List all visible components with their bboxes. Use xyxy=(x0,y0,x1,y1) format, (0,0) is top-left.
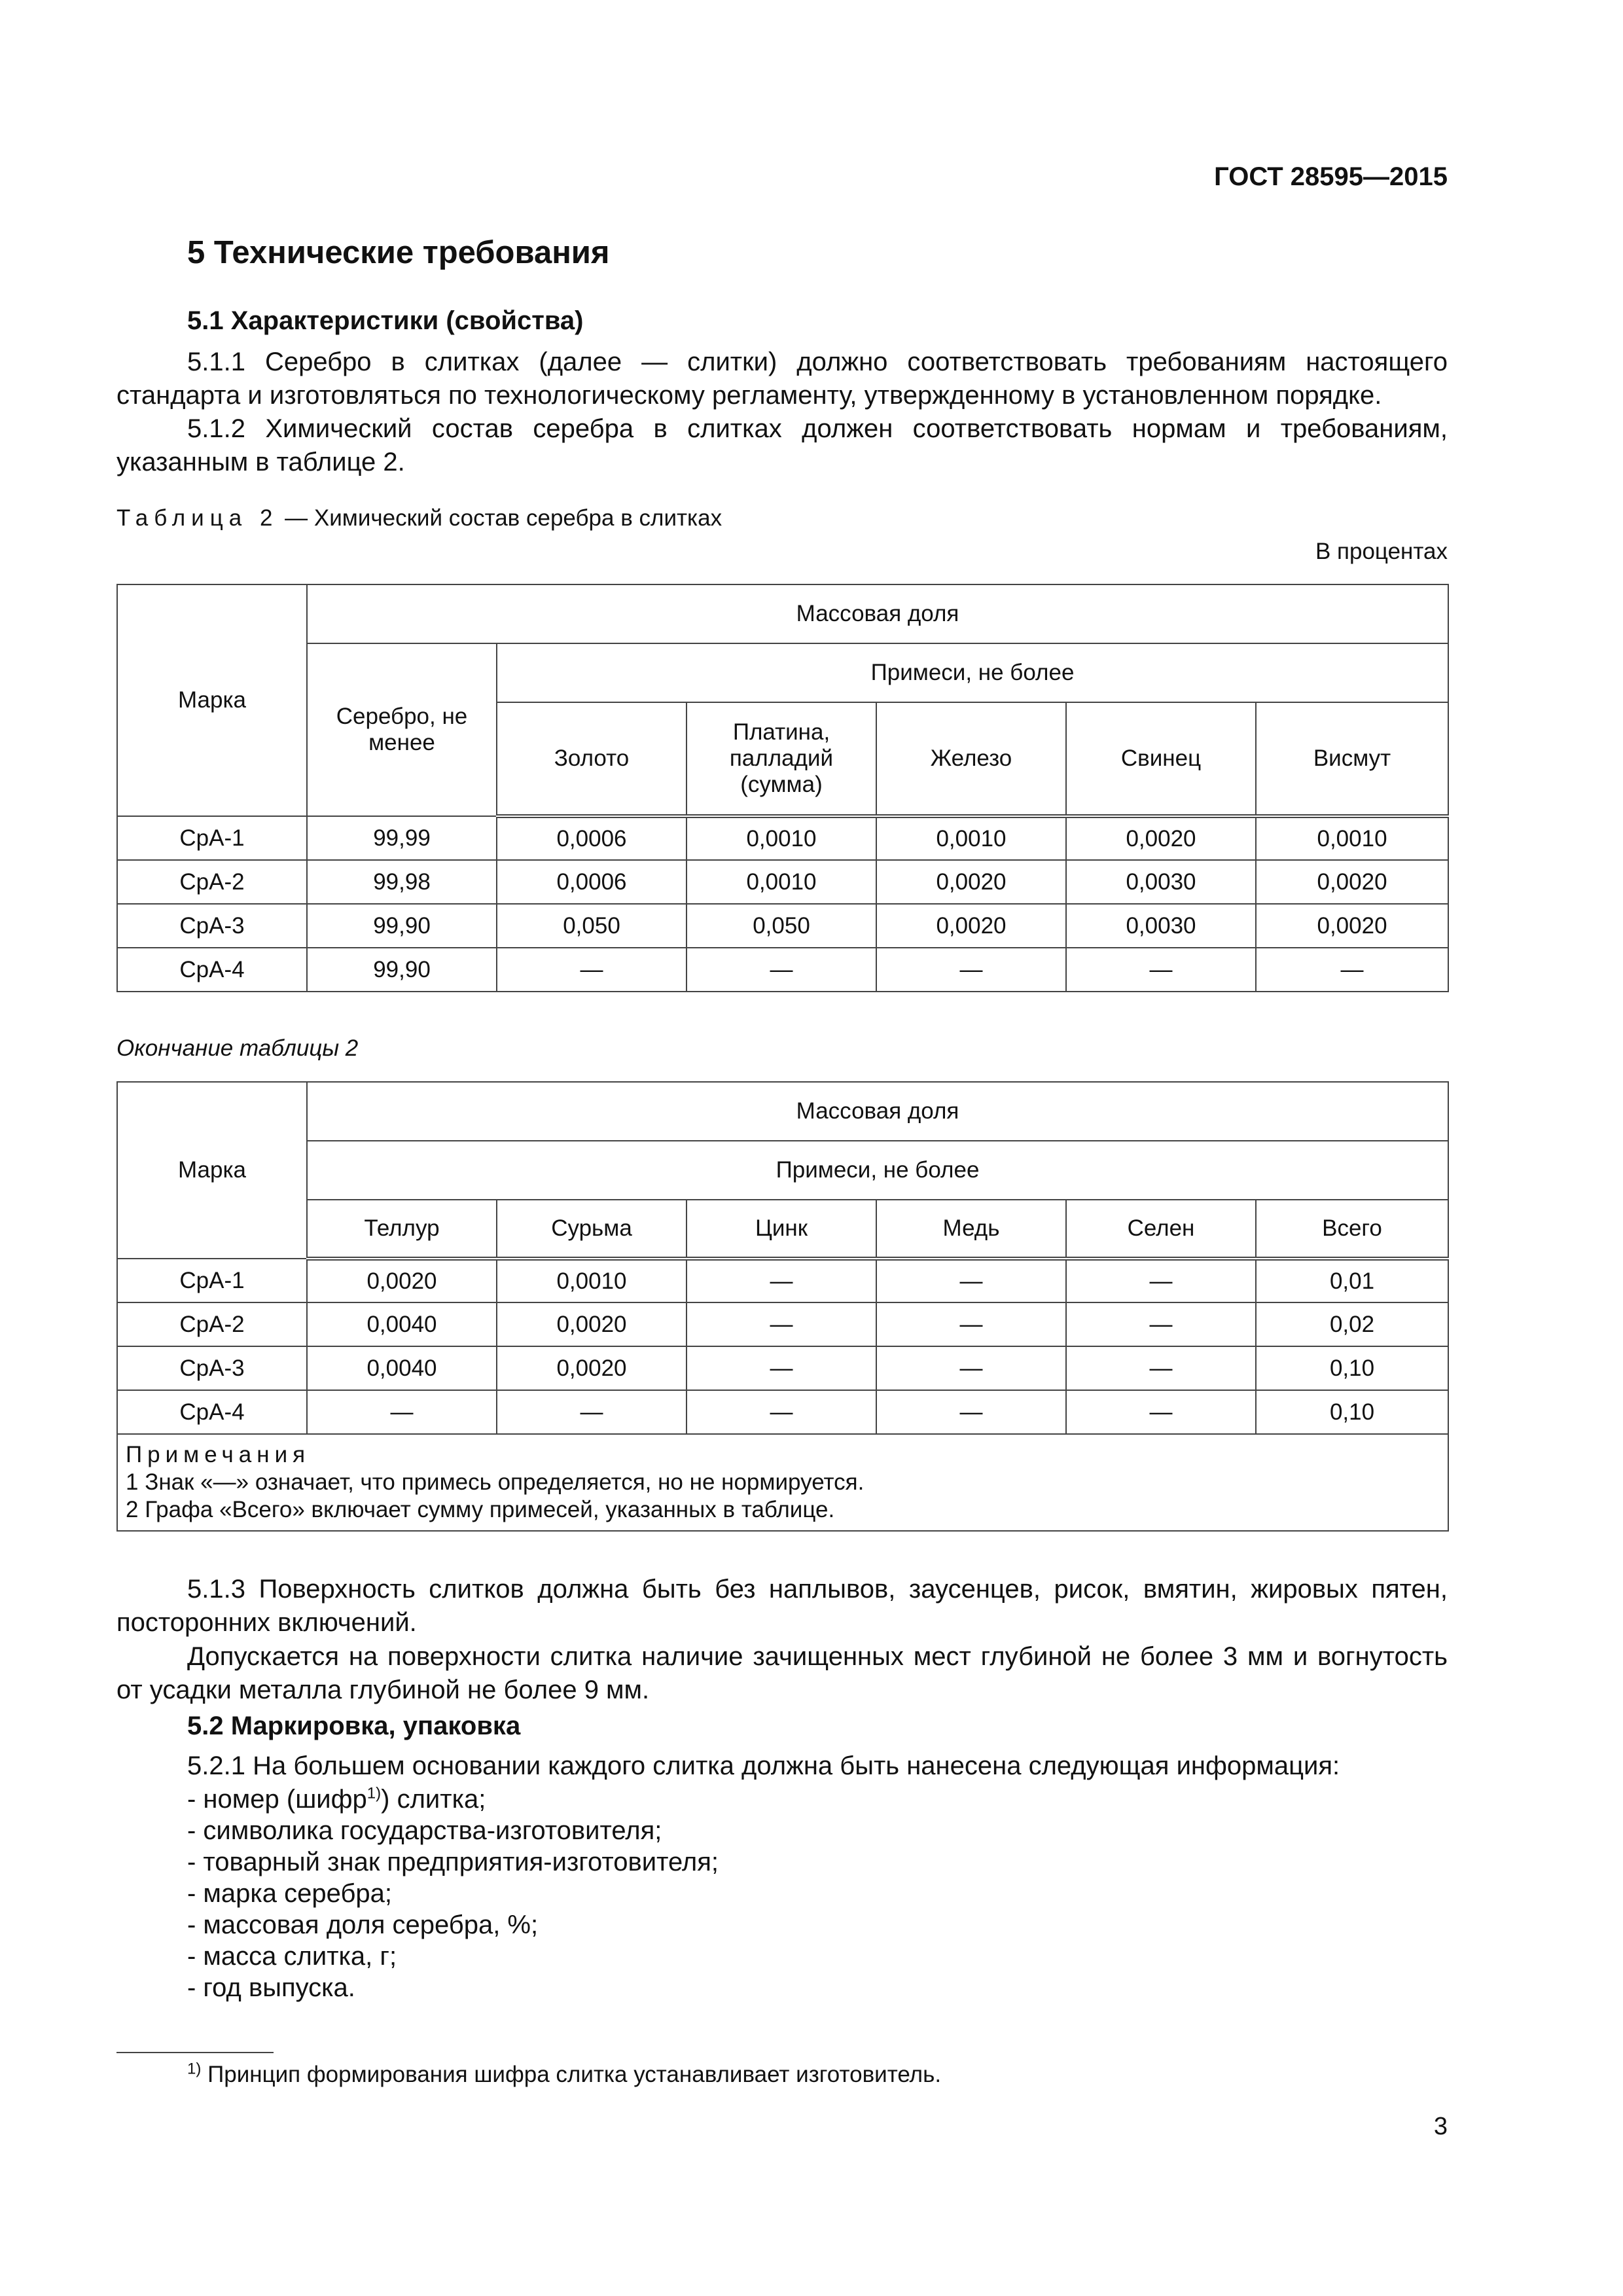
footnote-divider xyxy=(116,2052,274,2053)
footnote-ref: 1) xyxy=(366,1784,382,1803)
table-cell: 0,0040 xyxy=(307,1302,497,1346)
table-cell: 0,10 xyxy=(1256,1390,1448,1434)
table-cell: 0,0020 xyxy=(1066,816,1256,860)
header-marka: Марка xyxy=(117,1082,307,1259)
table-cell: 0,0020 xyxy=(1256,904,1448,948)
table-cell: СрА-3 xyxy=(117,1346,307,1390)
list-item: - масса слитка, г; xyxy=(187,1942,397,1971)
list-item: - марка серебра; xyxy=(187,1879,392,1908)
chemical-composition-table xyxy=(116,584,1449,992)
table-cell: 0,0040 xyxy=(307,1346,497,1390)
header-impurity: Медь xyxy=(876,1200,1066,1259)
table-row xyxy=(117,1346,1448,1390)
table-cell: СрА-1 xyxy=(117,816,307,860)
table-cell: 99,90 xyxy=(307,904,497,948)
paragraph-5-1-2: 5.1.2 Химический состав серебра в слитках должен соответствовать нормам и требованиям, указанным в таблице 2. xyxy=(116,414,1448,476)
table-cell: СрА-3 xyxy=(117,904,307,948)
table-row xyxy=(117,1302,1448,1346)
table-cell: 0,050 xyxy=(497,904,687,948)
table-cell: — xyxy=(687,1390,876,1434)
header-impurity: Всего xyxy=(1256,1200,1448,1259)
header-impurity: Свинец xyxy=(1066,702,1256,816)
header-mass-fraction: Массовая доля xyxy=(307,1082,1448,1141)
header-impurity: Теллур xyxy=(307,1200,497,1259)
list-item: - массовая доля серебра, %; xyxy=(187,1910,539,1939)
table-cell: — xyxy=(307,1390,497,1434)
subsection-title-5-1: 5.1 Характеристики (свойства) xyxy=(187,306,584,335)
table-cell: — xyxy=(1066,1259,1256,1302)
marking-list xyxy=(187,1784,719,2003)
list-item: - товарный знак предприятия-изготовителя; xyxy=(187,1848,719,1876)
table-units: В процентах xyxy=(1315,539,1448,564)
table-row xyxy=(117,1259,1448,1302)
table-cell: 0,0006 xyxy=(497,860,687,904)
table-cell: СрА-2 xyxy=(117,1302,307,1346)
header-impurity: Селен xyxy=(1066,1200,1256,1259)
table-notes xyxy=(117,1434,1448,1531)
list-item-text: ) слитка; xyxy=(381,1785,486,1814)
table-row xyxy=(117,860,1448,904)
table-cell: — xyxy=(876,1302,1066,1346)
table-cell: 0,0020 xyxy=(497,1346,687,1390)
header-impurity: Цинк xyxy=(687,1200,876,1259)
table-cell: 0,10 xyxy=(1256,1346,1448,1390)
table-continuation-caption: Окончание таблицы 2 xyxy=(116,1035,359,1061)
table-cell: 0,0030 xyxy=(1066,860,1256,904)
table-cell: 0,0020 xyxy=(1256,860,1448,904)
table-cell: — xyxy=(1256,948,1448,992)
note-item: 1 Знак «—» означает, что примесь определяется, но не нормируется. xyxy=(126,1469,865,1495)
list-item xyxy=(187,1784,719,1815)
header-impurity: Железо xyxy=(876,702,1066,816)
document-code: ГОСТ 28595—2015 xyxy=(1214,162,1448,191)
table-cell: — xyxy=(1066,948,1256,992)
chemical-composition-table-continued xyxy=(116,1081,1449,1532)
table-cell: — xyxy=(497,1390,687,1434)
table-caption-text: — Химический состав серебра в слитках xyxy=(278,505,722,531)
table-cell: 0,0010 xyxy=(497,1259,687,1302)
table-cell: СрА-4 xyxy=(117,948,307,992)
header-impurities: Примеси, не более xyxy=(307,1141,1448,1200)
table-cell: — xyxy=(1066,1346,1256,1390)
table-cell: 0,0020 xyxy=(876,860,1066,904)
table-row xyxy=(117,904,1448,948)
footnote-text: Принцип формирования шифра слитка устанавливает изготовитель. xyxy=(201,2062,942,2087)
footnote xyxy=(187,2062,941,2088)
paragraph-5-1-3: 5.1.3 Поверхность слитков должна быть без наплывов, заусенцев, рисок, вмятин, жировых пятен, посторонних включений. xyxy=(116,1575,1448,1637)
table-cell: СрА-1 xyxy=(117,1259,307,1302)
table-cell: 0,0010 xyxy=(687,860,876,904)
header-mass-fraction: Массовая доля xyxy=(307,584,1448,643)
paragraph-5-1-3-cont: Допускается на поверхности слитка наличие зачищенных мест глубиной не более 3 мм и вогнутость от усадки металла глубиной не более 9 мм. xyxy=(116,1642,1448,1704)
paragraph-5-1-1: 5.1.1 Серебро в слитках (далее — слитки) должно соответствовать требованиям настоящего стандарта и изготовляться по технологическому регламенту, утвержденному в установленном порядке. xyxy=(116,348,1448,410)
list-item: - год выпуска. xyxy=(187,1973,355,2002)
table-cell: СрА-4 xyxy=(117,1390,307,1434)
table-cell: — xyxy=(687,1259,876,1302)
table-cell: — xyxy=(876,1390,1066,1434)
table-cell: — xyxy=(687,948,876,992)
table-cell: — xyxy=(1066,1390,1256,1434)
header-impurity: Висмут xyxy=(1256,702,1448,816)
page-number: 3 xyxy=(1433,2113,1448,2140)
footnote-mark: 1) xyxy=(187,2060,202,2078)
table-cell: 0,050 xyxy=(687,904,876,948)
table-cell: — xyxy=(876,1259,1066,1302)
table-cell: 0,0030 xyxy=(1066,904,1256,948)
table-cell: — xyxy=(876,948,1066,992)
header-impurities: Примеси, не более xyxy=(497,643,1448,702)
table-caption xyxy=(116,505,722,531)
table-cell: — xyxy=(1066,1302,1256,1346)
table-cell: 0,02 xyxy=(1256,1302,1448,1346)
section-title: 5 Технические требования xyxy=(187,235,610,270)
table-cell: 0,0006 xyxy=(497,816,687,860)
header-impurity: Платина, палладий (сумма) xyxy=(687,702,876,816)
table-cell: 0,01 xyxy=(1256,1259,1448,1302)
subsection-title-5-2: 5.2 Маркировка, упаковка xyxy=(187,1712,521,1740)
notes-title: Примечания xyxy=(126,1442,311,1467)
table-caption-label: Таблица 2 xyxy=(116,505,279,531)
table-cell: 99,90 xyxy=(307,948,497,992)
header-impurity: Золото xyxy=(497,702,687,816)
list-item-text: - номер (шифр xyxy=(187,1785,367,1814)
table-cell: 0,0020 xyxy=(876,904,1066,948)
table-row xyxy=(117,816,1448,860)
table-row xyxy=(117,948,1448,992)
table-cell: СрА-2 xyxy=(117,860,307,904)
header-silver: Серебро, не менее xyxy=(307,643,497,816)
table-row xyxy=(117,1390,1448,1434)
table-cell: — xyxy=(876,1346,1066,1390)
paragraph-5-2-1: 5.2.1 На большем основании каждого слитка должна быть нанесена следующая информация: xyxy=(187,1751,1340,1780)
list-item: - символика государства-изготовителя; xyxy=(187,1816,662,1845)
table-cell: — xyxy=(687,1346,876,1390)
table-cell: 0,0020 xyxy=(497,1302,687,1346)
table-cell: 0,0010 xyxy=(1256,816,1448,860)
table-cell: — xyxy=(687,1302,876,1346)
table-cell: 99,99 xyxy=(307,816,497,860)
table-cell: 0,0020 xyxy=(307,1259,497,1302)
table-cell: 0,0010 xyxy=(876,816,1066,860)
note-item: 2 Графа «Всего» включает сумму примесей, указанных в таблице. xyxy=(126,1497,835,1522)
table-cell: 0,0010 xyxy=(687,816,876,860)
header-impurity: Сурьма xyxy=(497,1200,687,1259)
header-marka: Марка xyxy=(117,584,307,816)
table-cell: — xyxy=(497,948,687,992)
table-cell: 99,98 xyxy=(307,860,497,904)
